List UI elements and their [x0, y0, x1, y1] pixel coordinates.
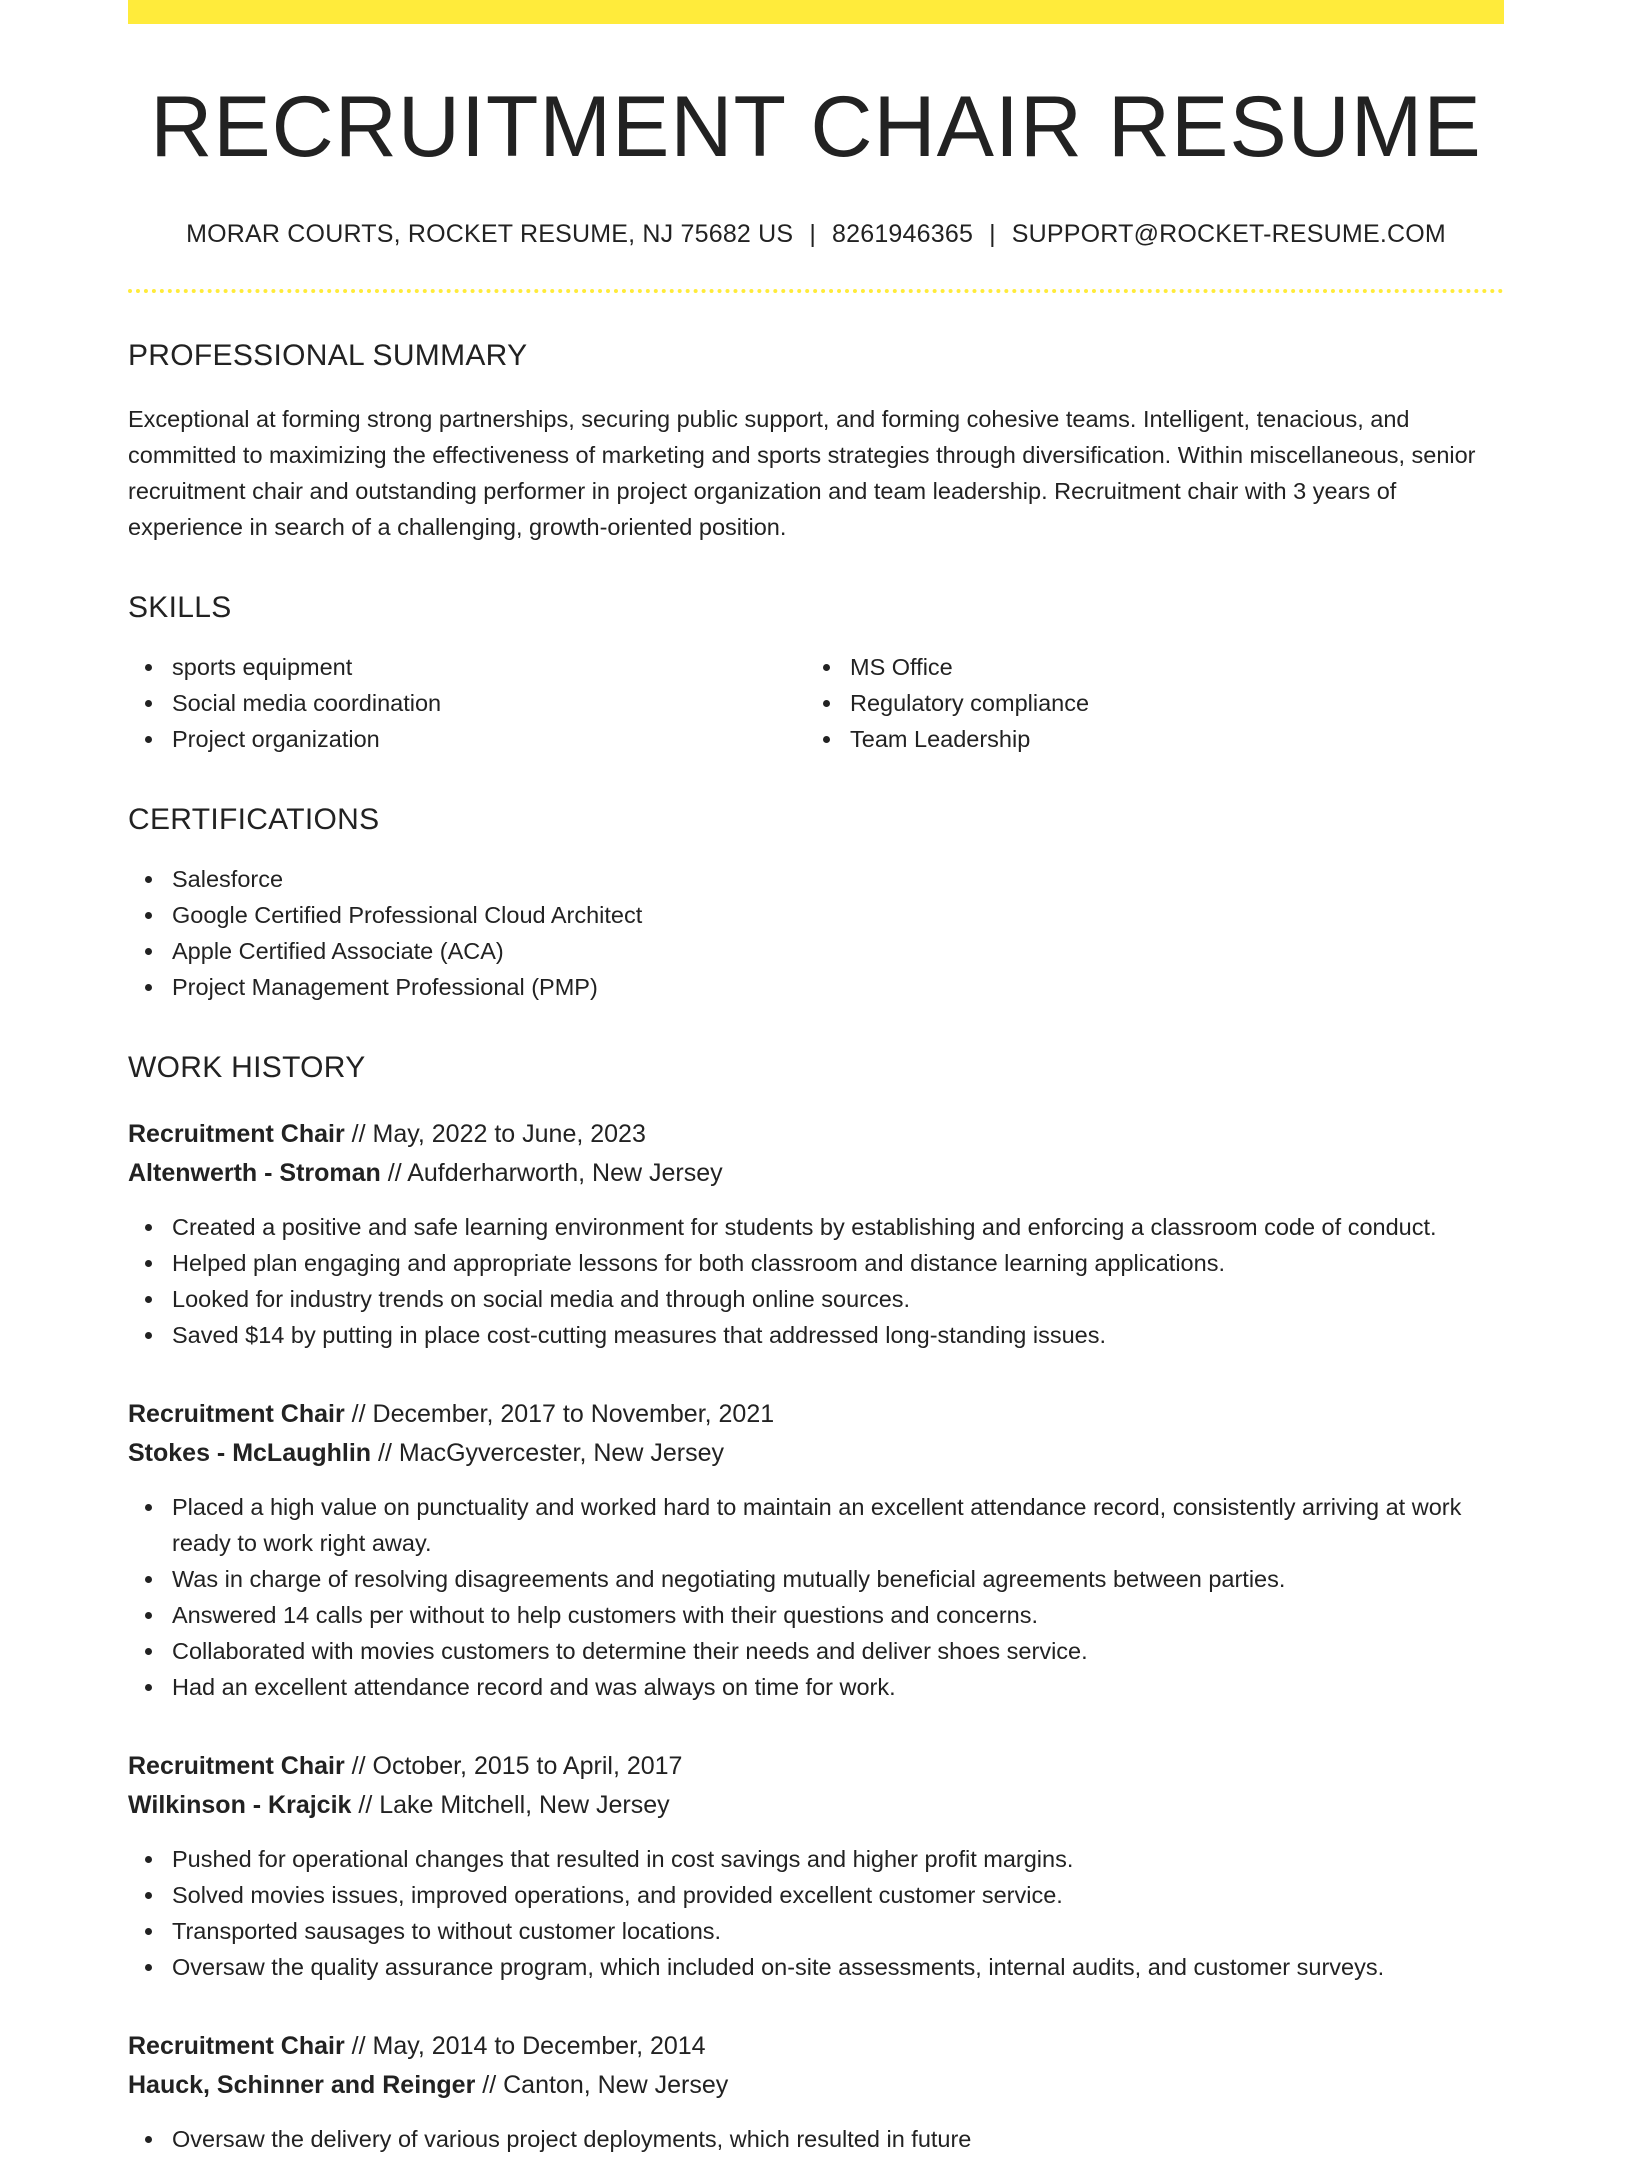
job-title-line [128, 1747, 1504, 1786]
job-bullet: Oversaw the delivery of various project deployments, which resulted in future [172, 2121, 1504, 2157]
work-history-heading: WORK HISTORY [128, 1051, 366, 1085]
job-location: // Lake Mitchell, New Jersey [358, 1791, 670, 1820]
job-location: // Aufderharworth, New Jersey [387, 1159, 723, 1188]
contact-email: SUPPORT@ROCKET-RESUME.COM [1011, 220, 1446, 249]
summary-heading: PROFESSIONAL SUMMARY [128, 339, 528, 373]
job-bullet: Answered 14 calls per without to help customers with their questions and concerns. [172, 1597, 1504, 1633]
contact-separator: | [809, 220, 817, 249]
job-bullet: Collaborated with movies customers to determine their needs and deliver shoes service. [172, 1633, 1504, 1669]
job-bullets [128, 1489, 1504, 1705]
contact-line [128, 220, 1504, 249]
job-bullets [128, 1841, 1504, 1985]
top-accent-bar [128, 0, 1504, 24]
job-dates: // December, 2017 to November, 2021 [351, 1400, 775, 1429]
skills-heading: SKILLS [128, 591, 232, 625]
job-bullet: Looked for industry trends on social media and through online sources. [172, 1281, 1504, 1317]
job-company: Stokes - McLaughlin [128, 1439, 372, 1468]
job-title-line [128, 2027, 1504, 2066]
job-bullet: Was in charge of resolving disagreements and negotiating mutually beneficial agreements between parties. [172, 1561, 1504, 1597]
job-entry [128, 1747, 1504, 1985]
job-bullet: Had an excellent attendance record and was always on time for work. [172, 1669, 1504, 1705]
skill-item: Regulatory compliance [850, 685, 1484, 721]
contact-separator: | [989, 220, 996, 249]
job-company-line [128, 1154, 1504, 1193]
job-title: Recruitment Chair [128, 1120, 345, 1149]
job-company-line [128, 2066, 1504, 2105]
certifications-heading: CERTIFICATIONS [128, 803, 380, 837]
skills-column-2 [806, 649, 1484, 757]
job-company: Wilkinson - Krajcik [128, 1791, 352, 1820]
job-bullets [128, 1209, 1504, 1353]
job-title: Recruitment Chair [128, 1752, 345, 1781]
certification-item: Apple Certified Associate (ACA) [172, 933, 1504, 969]
job-dates: // October, 2015 to April, 2017 [351, 1752, 683, 1781]
job-bullet: Transported sausages to without customer locations. [172, 1913, 1504, 1949]
resume-page [128, 0, 1504, 2153]
job-entry [128, 1115, 1504, 1353]
job-entry [128, 1395, 1504, 1705]
job-title-line [128, 1115, 1504, 1154]
skill-item: Social media coordination [172, 685, 806, 721]
certification-item: Google Certified Professional Cloud Architect [172, 897, 1504, 933]
job-dates: // May, 2022 to June, 2023 [351, 1120, 646, 1149]
skill-item: sports equipment [172, 649, 806, 685]
job-location: // MacGyvercester, New Jersey [378, 1439, 724, 1468]
skill-item: Team Leadership [850, 721, 1484, 757]
job-bullet: Solved movies issues, improved operations, and provided excellent customer service. [172, 1877, 1504, 1913]
job-company: Hauck, Schinner and Reinger [128, 2071, 476, 2100]
job-company-line [128, 1434, 1504, 1473]
job-title: Recruitment Chair [128, 1400, 345, 1429]
job-bullet: Saved $14 by putting in place cost-cutting measures that addressed long-standing issues. [172, 1317, 1504, 1353]
dotted-divider [128, 289, 1504, 293]
job-bullet: Placed a high value on punctuality and worked hard to maintain an excellent attendance record, consistently arriving at work ready to work right away. [172, 1489, 1504, 1561]
job-company-line [128, 1786, 1504, 1825]
job-title-line [128, 1395, 1504, 1434]
job-company: Altenwerth - Stroman [128, 1159, 381, 1188]
contact-address: MORAR COURTS, ROCKET RESUME, NJ 75682 US [186, 220, 794, 249]
job-bullet: Pushed for operational changes that resulted in cost savings and higher profit margins. [172, 1841, 1504, 1877]
job-entry [128, 2027, 1504, 2157]
skill-item: MS Office [850, 649, 1484, 685]
skill-item: Project organization [172, 721, 806, 757]
job-bullet: Oversaw the quality assurance program, which included on-site assessments, internal audits, and customer surveys. [172, 1949, 1504, 1985]
job-bullet: Helped plan engaging and appropriate lessons for both classroom and distance learning applications. [172, 1245, 1504, 1281]
job-title: Recruitment Chair [128, 2032, 345, 2061]
certification-item: Project Management Professional (PMP) [172, 969, 1504, 1005]
job-dates: // May, 2014 to December, 2014 [351, 2032, 706, 2061]
skills-column-1 [128, 649, 806, 757]
job-bullet: Created a positive and safe learning environment for students by establishing and enforcing a classroom code of conduct. [172, 1209, 1504, 1245]
resume-title: RECRUITMENT CHAIR RESUME [150, 79, 1482, 175]
job-bullets [128, 2121, 1504, 2157]
certifications-list [128, 861, 1504, 1005]
job-location: // Canton, New Jersey [482, 2071, 729, 2100]
skills-grid [128, 625, 1504, 757]
certification-item: Salesforce [172, 861, 1504, 897]
summary-text: Exceptional at forming strong partnerships, securing public support, and forming cohesive teams. Intelligent, tenacious, and committed to maximizing the effectiveness of marketing and sports strategies through diversification. Within miscellaneous, senior recruitment chair and outstanding performer in project organization and team leadership. Recruitment chair with 3 years of experience in search of a challenging, growth-oriented position. [128, 406, 1476, 541]
contact-phone: 8261946365 [832, 220, 974, 249]
